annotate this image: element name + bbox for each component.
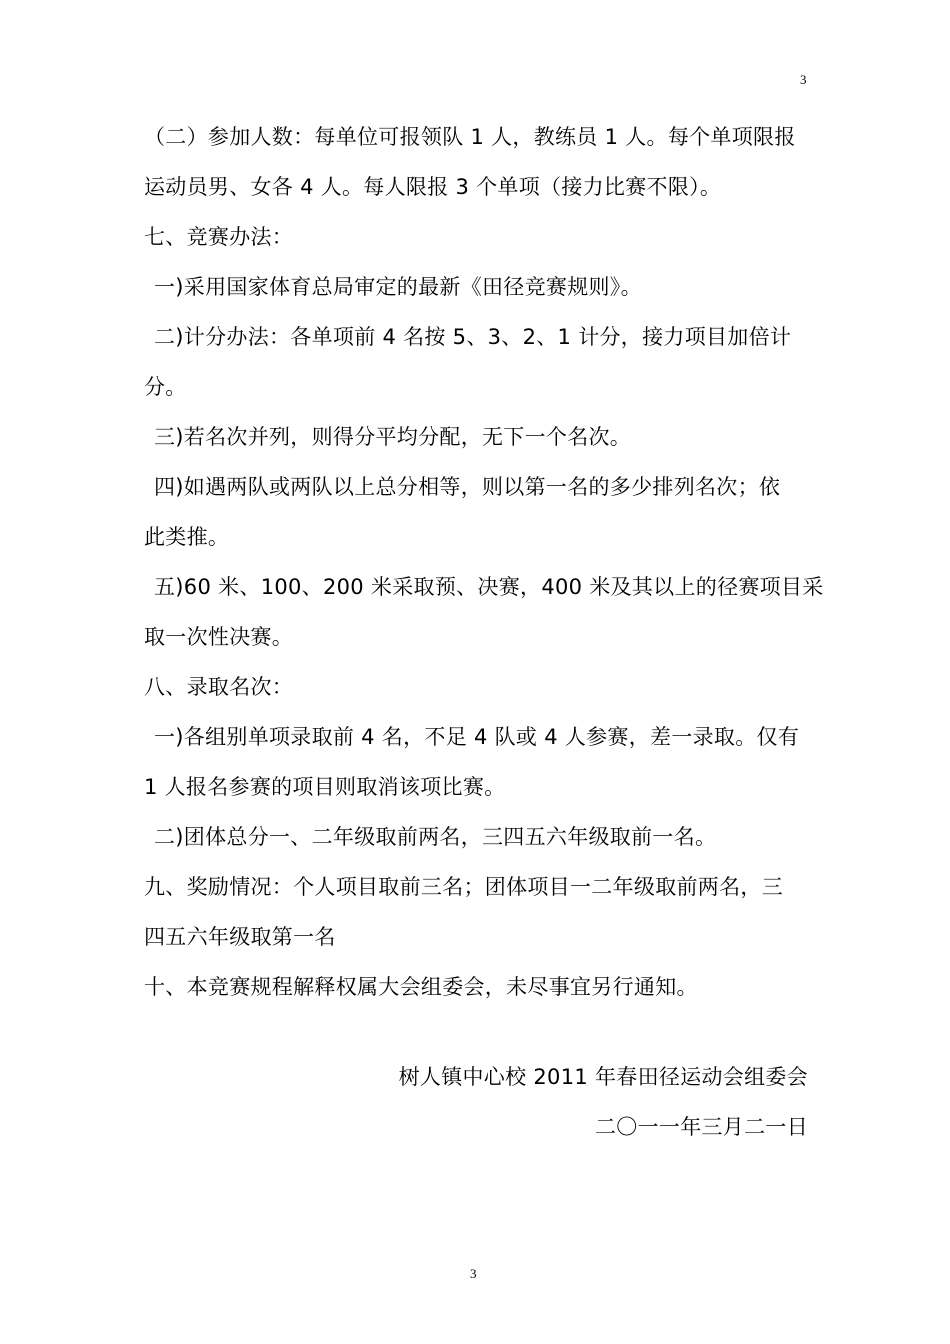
header-page-number: 3 [800, 72, 807, 87]
text-line: 取一次性决赛。 [144, 625, 294, 649]
section-heading: 八、录取名次： [144, 675, 294, 699]
text-line: 1 人报名参赛的项目则取消该项比赛。 [144, 775, 506, 799]
text-line: 二)团体总分一、二年级取前两名，三四五六年级取前一名。 [154, 825, 717, 849]
section-heading: 七、竞赛办法： [144, 225, 294, 249]
text-line: 一)各组别单项录取前 4 名，不足 4 队或 4 人参赛，差一录取。仅有 [154, 725, 800, 749]
document-body [144, 112, 824, 1012]
text-line: 四五六年级取第一名 [144, 925, 336, 949]
text-line: 运动员男、女各 4 人。每人限报 3 个单项（接力比赛不限）。 [144, 175, 722, 199]
signature-organization: 树人镇中心校 2011 年春田径运动会组委会 [398, 1065, 808, 1089]
text-line: 三)若名次并列，则得分平均分配，无下一个名次。 [154, 425, 632, 449]
text-line: 四)如遇两队或两队以上总分相等，则以第一名的多少排列名次；依 [154, 475, 781, 499]
text-line: 二)计分办法：各单项前 4 名按 5、3、2、1 计分，接力项目加倍计 [154, 325, 792, 349]
text-line: 此类推。 [144, 525, 230, 549]
section-heading: 九、奖励情况：个人项目取前三名；团体项目一二年级取前两名，三 [144, 875, 783, 899]
footer-page-number: 3 [470, 1266, 477, 1281]
text-line: 五)60 米、100、200 米采取预、决赛，400 米及其以上的径赛项目采 [154, 575, 824, 599]
section-heading: 十、本竞赛规程解释权属大会组委会，未尽事宜另行通知。 [144, 975, 698, 999]
text-line: （二）参加人数：每单位可报领队 1 人，教练员 1 人。每个单项限报 [144, 125, 796, 149]
text-line: 分。 [144, 375, 187, 399]
signature-block [399, 1052, 808, 1152]
text-line: 一)采用国家体育总局审定的最新《田径竞赛规则》。 [154, 275, 642, 299]
signature-date: 二〇一一年三月二一日 [595, 1115, 808, 1139]
